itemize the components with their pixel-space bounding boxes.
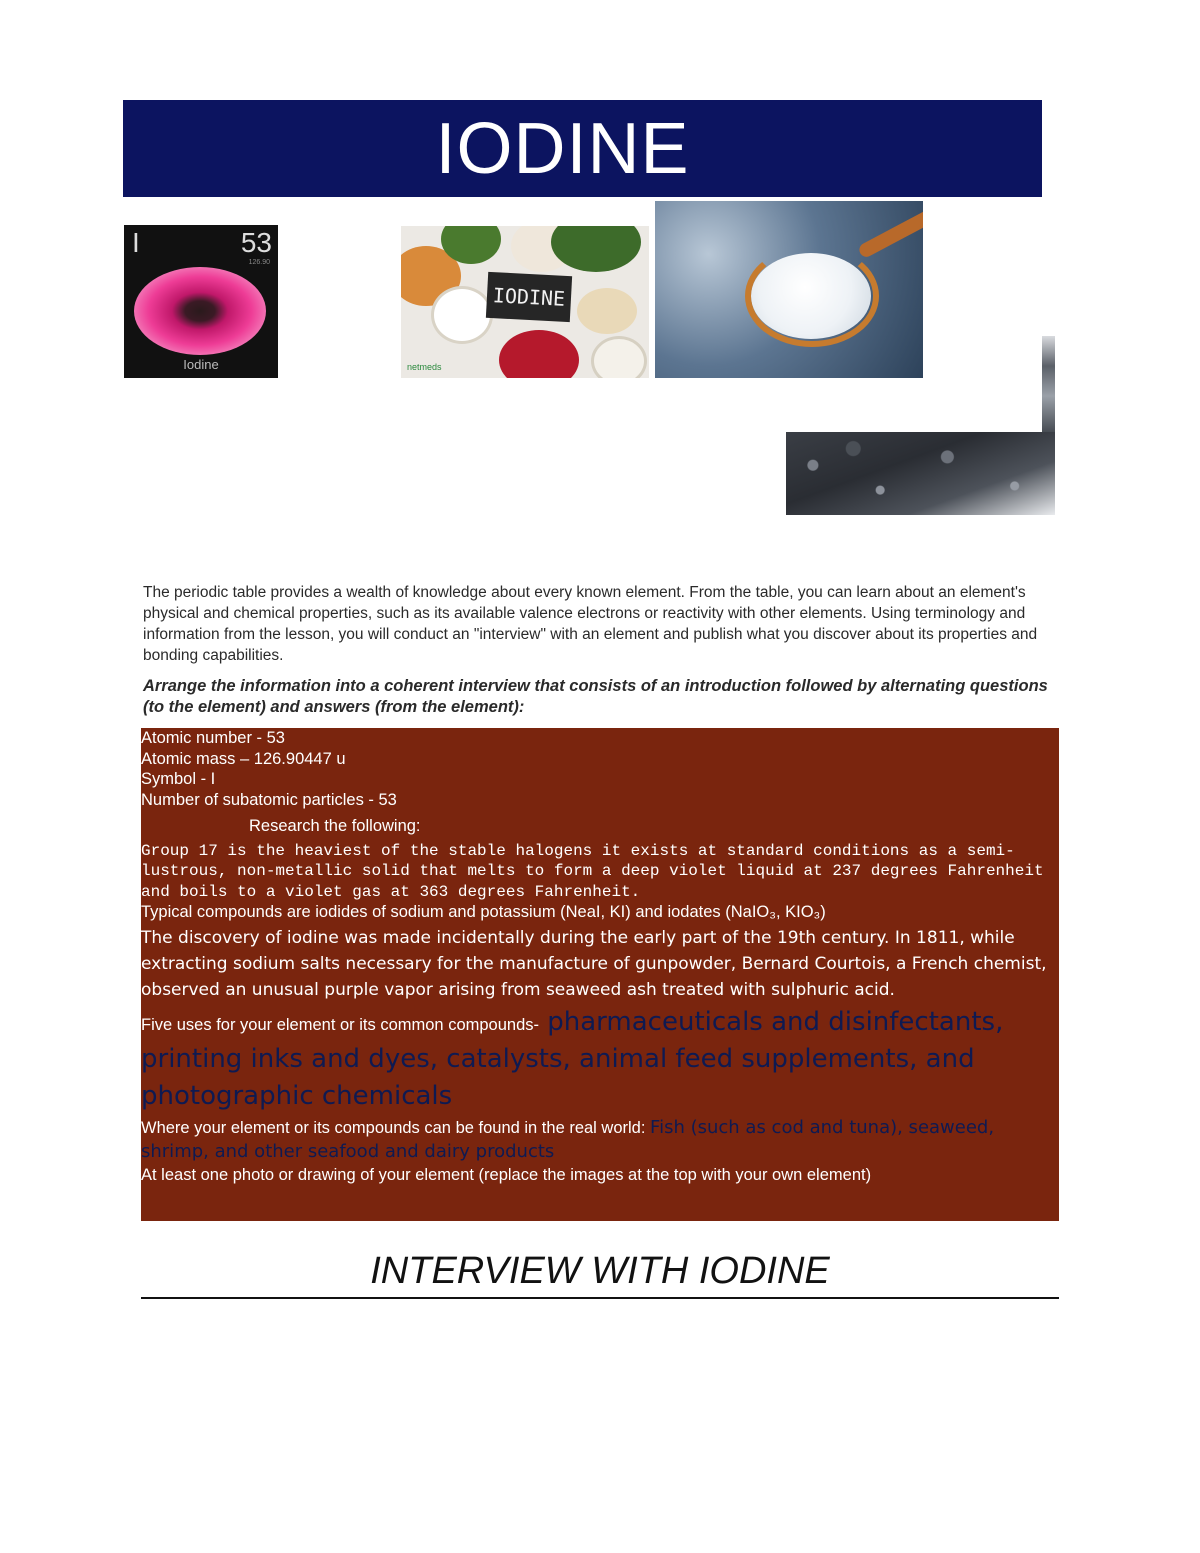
element-number: 53 <box>240 227 272 258</box>
uses-section <box>141 1005 1053 1116</box>
food-item <box>591 336 647 378</box>
food-item <box>551 226 641 272</box>
netmeds-logo: netmeds <box>407 362 442 372</box>
spoon-bowl <box>745 245 879 347</box>
uses-label: Five uses for your element or its common compounds- <box>141 1015 539 1034</box>
where-label: Where your element or its compounds can be found in the real world: <box>141 1118 651 1137</box>
element-name: Iodine <box>183 357 219 372</box>
research-heading: Research the following: <box>249 817 421 835</box>
instruction-paragraph: Arrange the information into a coherent interview that consists of an introduction followed by alternating questions (to the element) and answers (from the element): <box>143 677 1048 716</box>
salt-spoon-image <box>655 201 923 378</box>
intro-paragraph: The periodic table provides a wealth of knowledge about every known element. From the table, you can learn about an element's physical and chemical properties, such as its available valence electrons or reactivity with other elements. Using terminology and information from the lesson, you will conduct an "interview" with an element and publish what you discover about its properties and bonding capabilities. <box>143 584 1038 664</box>
title-banner <box>123 100 1042 197</box>
discovery-history: The discovery of iodine was made incidentally during the early part of the 19th century. In 1811, while extracting sodium salts necessary for the manufacture of gunpowder, Bernard Courtois, a French chemist, observed an unusual purple vapor arising from seaweed ash treated with sulphuric acid. <box>141 927 1047 1000</box>
iodine-foods-image <box>401 226 649 378</box>
where-answer: Fish (such as cod and tuna), seaweed, shrimp, and other seafood and dairy products <box>141 1116 995 1162</box>
atomic-mass: Atomic mass – 126.90447 u <box>141 749 346 768</box>
iodine-dish-illustration <box>134 267 266 355</box>
element-symbol: I <box>132 227 140 258</box>
atomic-number: Atomic number - 53 <box>141 729 285 747</box>
food-item <box>499 330 579 378</box>
page-title: IODINE <box>435 108 690 189</box>
typical-compounds: Typical compounds are iodides of sodium and potassium (NeaI, KI) and iodates (NaIO₃, KIO₃) <box>141 903 826 921</box>
interview-heading: INTERVIEW WITH IODINE <box>141 1245 1059 1299</box>
element-mass: 126.90 <box>248 259 270 266</box>
element-tile-image <box>124 225 278 378</box>
food-item <box>431 286 493 344</box>
spoon-handle <box>857 205 923 260</box>
iodine-crystals-image <box>786 432 1055 515</box>
uses-answer: pharmaceuticals and disinfectants, printing inks and dyes, catalysts, animal feed supplements, and photographic chemicals <box>141 1006 1004 1111</box>
element-symbol-line: Symbol - I <box>141 770 216 788</box>
subatomic-particles: Number of subatomic particles - 53 <box>141 790 397 809</box>
iodine-crystals-strip <box>1042 336 1055 436</box>
iodine-chalkboard: IODINE <box>486 272 572 322</box>
group-description: Group 17 is the heaviest of the stable halogens it exists at standard conditions as a semi-lustrous, non-metallic solid that melts to form a deep violet liquid at 237 degrees Fahrenheit and boils to a violet gas at 363 degrees Fahrenheit. <box>141 841 1044 901</box>
food-item <box>577 288 637 334</box>
research-panel <box>141 728 1059 1221</box>
where-found-section <box>141 1116 1053 1164</box>
photo-instruction: At least one photo or drawing of your element (replace the images at the top with your own element) <box>141 1165 872 1184</box>
